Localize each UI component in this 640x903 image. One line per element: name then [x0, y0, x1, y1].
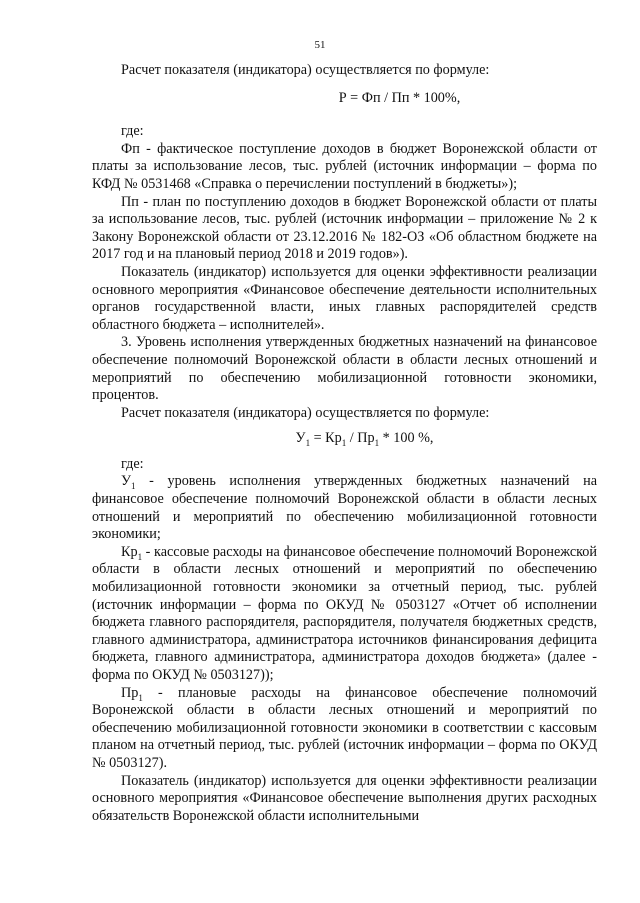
where-label-2: где:	[121, 455, 144, 472]
definition-kr1-text: - кассовые расходы на финансовое обеспечение полномочий Воронежской области в области лесных отношений и мероприятий по обеспечению мобилизационной готовности экономики за отчетный период, тыс. рублей (источник информации – форма по ОКУД № 0503127 «Отчет об исполнении бюджета главного распорядителя, распорядителя, получателя бюджетных средств, главного администратора, администратора источников финансирования дефицита бюджета, главного администратора, администратора доходов бюджета» (далее - форма по ОКУД № 0503127));	[92, 543, 597, 683]
definition-kr1-symbol: Кр	[121, 543, 138, 560]
formula-1: Р = Фп / Пп * 100%,	[338, 89, 461, 106]
formula-2-kr: = Кр	[310, 430, 342, 447]
definition-kr1-subscript: 1	[137, 551, 143, 562]
formula-2-u: У	[295, 430, 306, 447]
formula-2	[92, 430, 597, 448]
page-number: 51	[314, 39, 326, 51]
definition-pr1	[92, 685, 597, 773]
definition-u1-subscript: 1	[131, 481, 136, 492]
definition-pp: Пп - план по поступлению доходов в бюджет Воронежской области от платы за использование лесов, тыс. рублей (источник информации – приложение № 2 к Закону Воронежской области от 23.12.2016 № 182-ОЗ «Об областном бюджете на 2017 год и на плановый период 2018 и 2019 годов»).	[92, 193, 597, 263]
formula-intro-2: Расчет показателя (индикатора) осуществляется по формуле:	[121, 404, 490, 421]
definition-kr1	[92, 544, 597, 685]
definition-u1	[92, 473, 597, 543]
formula-2-tail: * 100 %,	[379, 430, 434, 447]
usage-paragraph-2: Показатель (индикатор) используется для оценки эффективности реализации основного мероприятия «Финансовое обеспечение выполнения других расходных обязательств Воронежской области исполнительными	[92, 772, 597, 824]
formula-2-u-subscript: 1	[305, 438, 311, 449]
usage-paragraph-1: Показатель (индикатор) используется для оценки эффективности реализации основного мероприятия «Финансовое обеспечение деятельности исполнительных органов государственной власти, иных главных распорядителей средств областного бюджета – исполнителей».	[92, 263, 597, 333]
definition-pr1-symbol: Пр	[121, 684, 139, 701]
document-body	[92, 62, 597, 825]
definition-pr1-text: - плановые расходы на финансовое обеспечение полномочий Воронежской области в области лесных отношений и мероприятий по обеспечению мобилизационной готовности экономики в соответствии с кассовым планом на отчетный период, тыс. рублей (источник информации – форма по ОКУД № 0503127).	[92, 684, 597, 771]
formula-2-kr-subscript: 1	[341, 438, 347, 449]
definition-u1-text: - уровень исполнения утвержденных бюджетных назначений на финансовое обеспечение полномочий Воронежской области в области лесных отношений и мероприятий по обеспечению мобилизационной готовности экономики;	[92, 473, 597, 543]
formula-2-pr: / Пр	[346, 430, 375, 447]
indicator-item-3: 3. Уровень исполнения утвержденных бюджетных назначений на финансовое обеспечение полномочий Воронежской области в области лесных отношений и мероприятий по обеспечению мобилизационной готовности экономики, процентов.	[92, 334, 597, 404]
definition-pr1-subscript: 1	[138, 692, 143, 703]
definition-u1-symbol: У	[121, 473, 132, 490]
where-label-1: где:	[121, 123, 144, 140]
formula-intro-1: Расчет показателя (индикатора) осуществляется по формуле:	[121, 62, 490, 78]
formula-2-pr-subscript: 1	[374, 438, 380, 449]
definition-fp: Фп - фактическое поступление доходов в бюджет Воронежской области от платы за использование лесов, тыс. рублей (источник информации – форма по КФД № 0531468 «Справка о перечислении поступлений в бюджеты»);	[92, 140, 597, 192]
